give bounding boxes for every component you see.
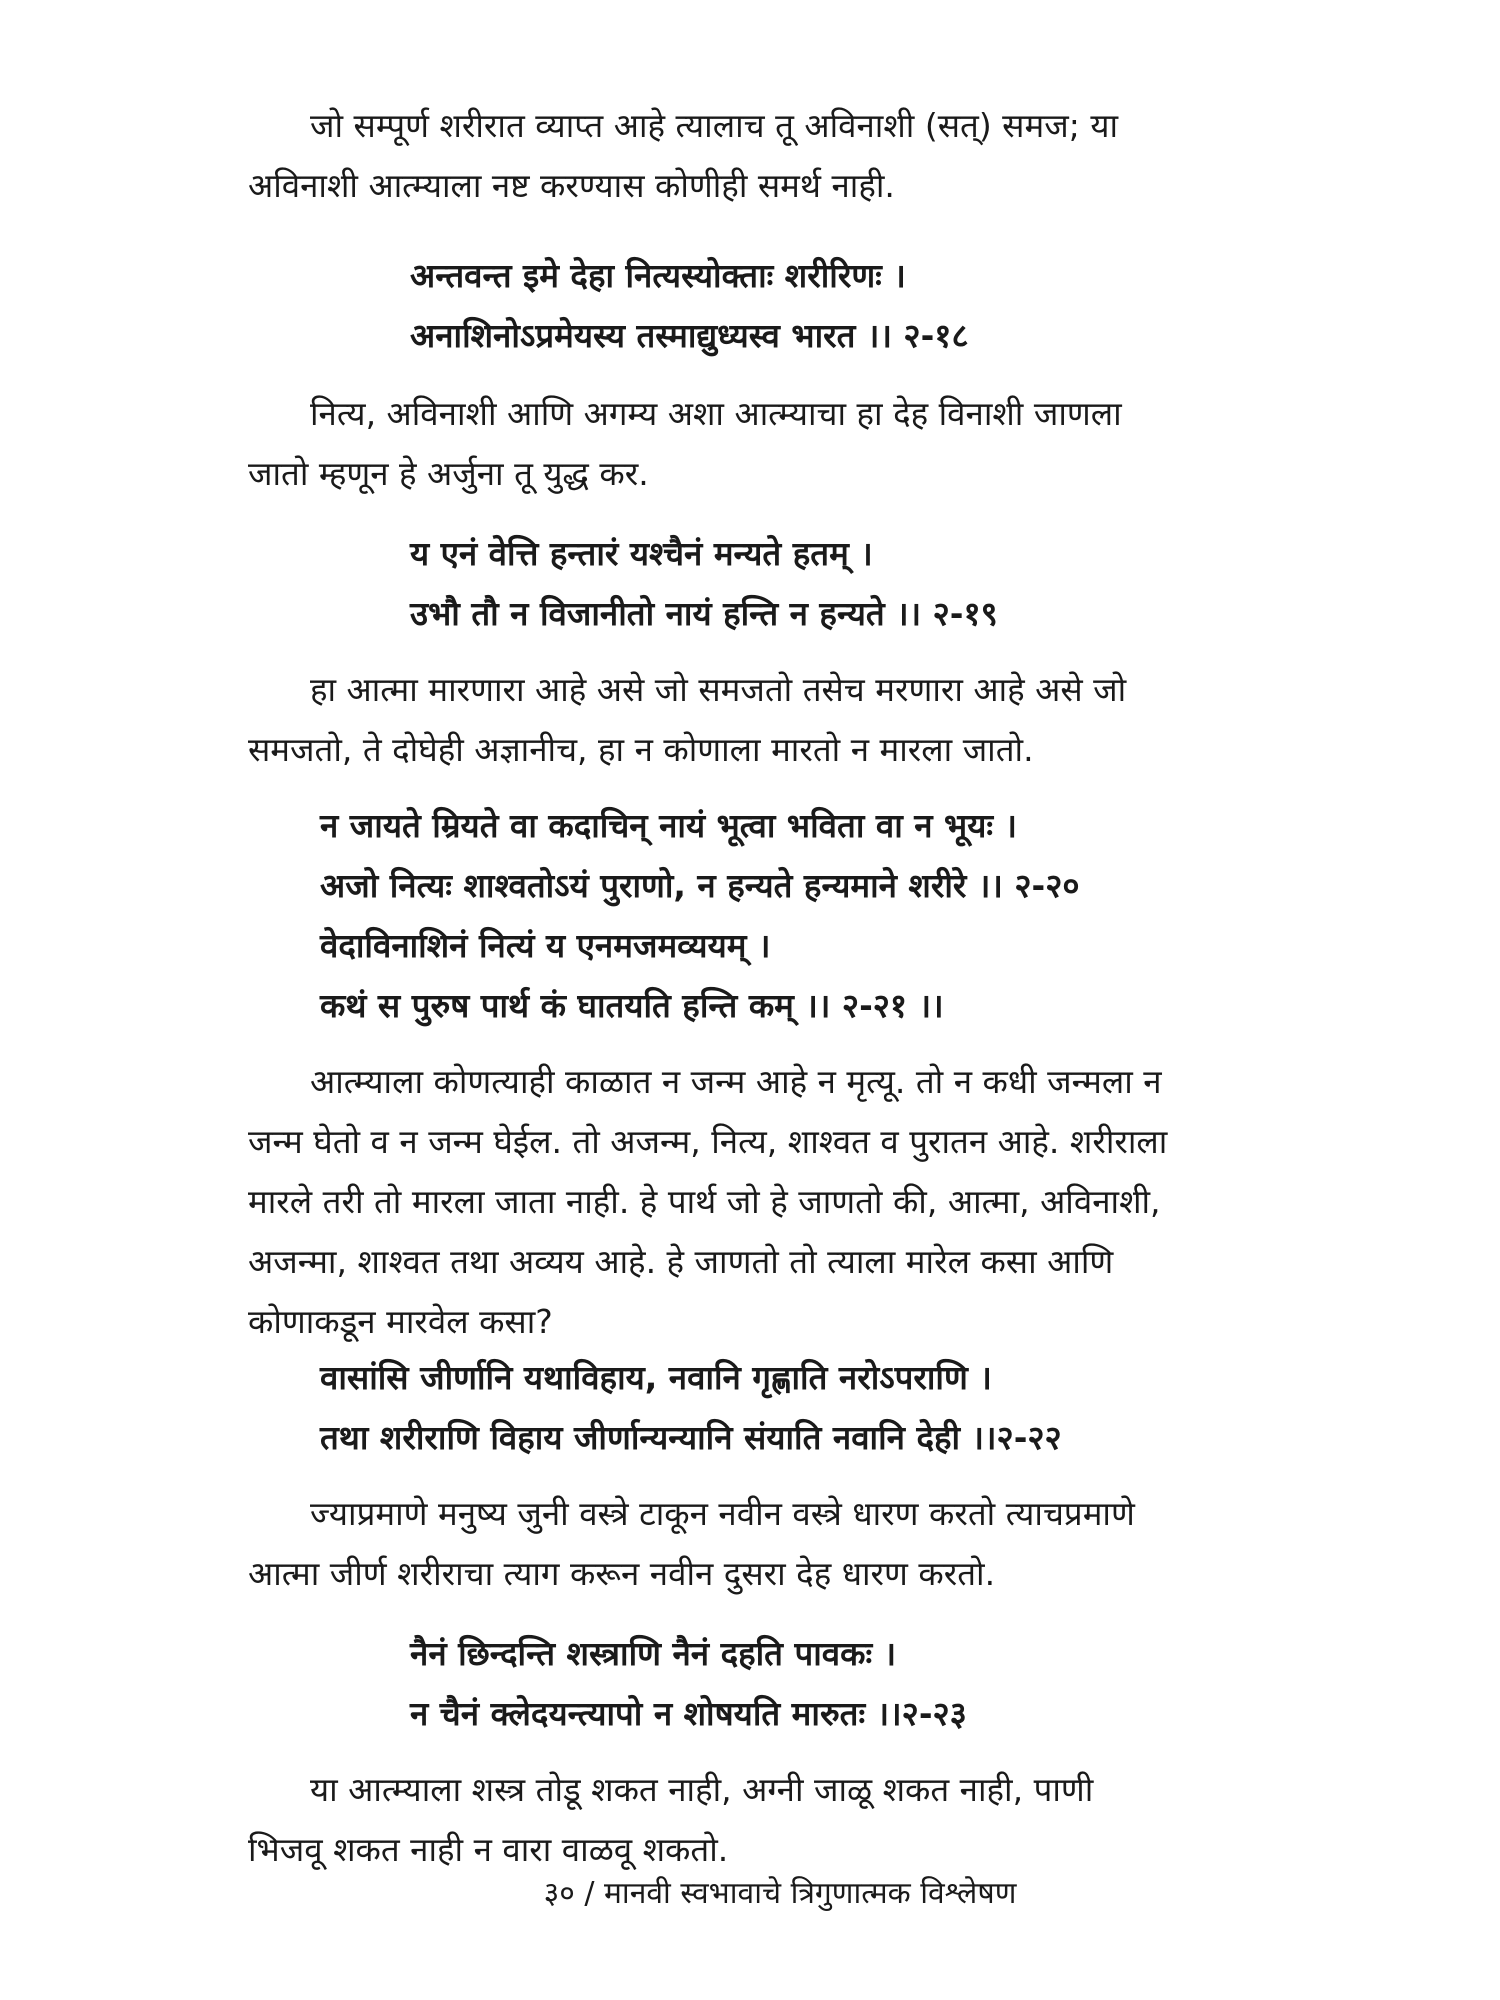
text-line: आत्मा जीर्ण शरीराचा त्याग करून नवीन दुसरा देह धारण करतो. xyxy=(248,1554,996,1593)
sanskrit-verse-2-22 xyxy=(320,1348,1062,1468)
sanskrit-verse-2-19 xyxy=(410,524,998,644)
verse-line: तथा शरीराणि विहाय जीर्णान्यन्यानि संयाति नवानि देही ।।२-२२ xyxy=(320,1418,1062,1457)
verse-line: अन्तवन्त इमे देहा नित्यस्योक्ताः शरीरिणः । xyxy=(410,256,906,295)
verse-line: न जायते म्रियते वा कदाचिन् नायं भूत्वा भविता वा न भूयः । xyxy=(320,806,1018,845)
text-line: समजतो, ते दोघेही अज्ञानीच, हा न कोणाला मारतो न मारला जातो. xyxy=(248,730,1034,769)
verse-line: कथं स पुरुष पार्थ कं घातयति हन्ति कम् ।। २-२१ ।। xyxy=(320,986,944,1025)
paragraph-commentary xyxy=(248,96,1268,216)
sanskrit-verse-2-18 xyxy=(410,246,969,366)
paragraph-commentary xyxy=(248,384,1268,504)
text-line: जो सम्पूर्ण शरीरात व्याप्त आहे त्यालाच तू अविनाशी (सत्) समज; या xyxy=(310,106,1119,145)
verse-line: न चैनं क्लेदयन्त्यापो न शोषयति मारुतः ।।२-२३ xyxy=(410,1694,967,1733)
verse-line: य एनं वेत्ति हन्तारं यश्चैनं मन्यते हतम् । xyxy=(410,534,873,573)
paragraph-commentary xyxy=(248,660,1268,780)
text-line: भिजवू शकत नाही न वारा वाळवू शकतो. xyxy=(248,1830,729,1869)
text-line: जातो म्हणून हे अर्जुना तू युद्ध कर. xyxy=(248,454,649,493)
page-footer: ३० / मानवी स्वभावाचे त्रिगुणात्मक विश्लेषण xyxy=(543,1876,1017,1911)
sanskrit-verse-2-23 xyxy=(410,1624,967,1744)
verse-line: नैनं छिन्दन्ति शस्त्राणि नैनं दहति पावकः । xyxy=(410,1634,897,1673)
verse-line: वेदाविनाशिनं नित्यं य एनमजमव्ययम् । xyxy=(320,926,771,965)
text-line: हा आत्मा मारणारा आहे असे जो समजतो तसेच मरणारा आहे असे जो xyxy=(310,670,1127,709)
verse-line: वासांसि जीर्णानि यथाविहाय, नवानि गृह्णाति नरोऽपराणि । xyxy=(320,1358,992,1397)
paragraph-commentary xyxy=(248,1052,1268,1352)
text-line: आत्म्याला कोणत्याही काळात न जन्म आहे न मृत्यू. तो न कधी जन्मला न xyxy=(310,1062,1162,1101)
verse-line: अनाशिनोऽप्रमेयस्य तस्माद्युध्यस्व भारत ।। २-१८ xyxy=(410,316,969,355)
text-line: मारले तरी तो मारला जाता नाही. हे पार्थ जो हे जाणतो की, आत्मा, अविनाशी, xyxy=(248,1182,1161,1221)
text-line: ज्याप्रमाणे मनुष्य जुनी वस्त्रे टाकून नवीन वस्त्रे धारण करतो त्याचप्रमाणे xyxy=(310,1494,1135,1533)
paragraph-commentary xyxy=(248,1760,1268,1880)
text-line: अविनाशी आत्म्याला नष्ट करण्यास कोणीही समर्थ नाही. xyxy=(248,166,895,205)
text-line: अजन्मा, शाश्वत तथा अव्यय आहे. हे जाणतो तो त्याला मारेल कसा आणि xyxy=(248,1242,1114,1281)
paragraph-commentary xyxy=(248,1484,1268,1604)
verse-line: अजो नित्यः शाश्वतोऽयं पुराणो, न हन्यते हन्यमाने शरीरे ।। २-२० xyxy=(320,866,1080,905)
sanskrit-verse-2-20-21 xyxy=(320,796,1080,1036)
text-line: जन्म घेतो व न जन्म घेईल. तो अजन्म, नित्य, शाश्वत व पुरातन आहे. शरीराला xyxy=(248,1122,1168,1161)
text-line: नित्य, अविनाशी आणि अगम्य अशा आत्म्याचा हा देह विनाशी जाणला xyxy=(310,394,1122,433)
verse-line: उभौ तौ न विजानीतो नायं हन्ति न हन्यते ।। २-१९ xyxy=(410,594,998,633)
text-line: कोणाकडून मारवेल कसा? xyxy=(248,1302,553,1341)
text-line: या आत्म्याला शस्त्र तोडू शकत नाही, अग्नी जाळू शकत नाही, पाणी xyxy=(310,1770,1094,1809)
